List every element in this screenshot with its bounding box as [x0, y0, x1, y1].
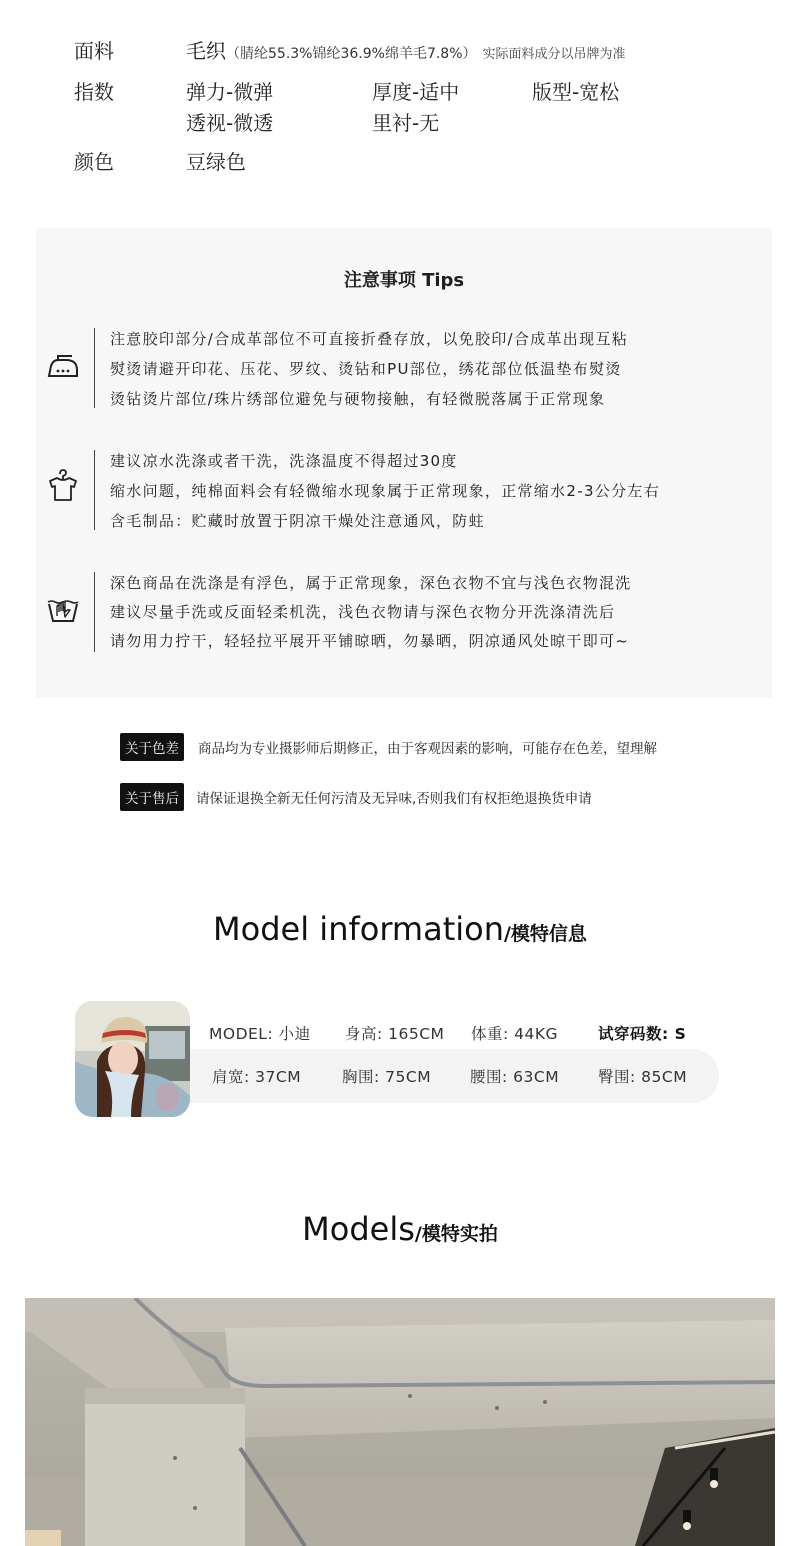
fabric-label: 面料 — [74, 39, 114, 63]
tip-line: 注意胶印部分/合成革部位不可直接折叠存放，以免胶印/合成革出现互粘 — [110, 330, 629, 348]
index-transparency: 透视-微透 — [186, 111, 274, 135]
model-shoulder: 肩宽: 37CM — [212, 1068, 302, 1086]
fabric-value: 毛织 — [186, 39, 226, 63]
index-elasticity: 弹力-微弹 — [186, 80, 274, 104]
model-try-size: 试穿码数: S — [598, 1025, 687, 1043]
fabric-note: 实际面料成分以吊牌为准 — [482, 47, 626, 62]
tip-divider — [94, 450, 95, 530]
tip-line: 请勿用力拧干，轻轻拉平展开平铺晾晒，勿暴晒，阴凉通风处晾干即可~ — [110, 632, 630, 650]
color-value: 豆绿色 — [186, 150, 246, 174]
shirt-hanger-icon — [46, 468, 80, 502]
model-info-title: Model information — [213, 910, 504, 948]
tip-divider — [94, 572, 95, 652]
model-info-heading — [0, 910, 800, 948]
index-fit: 版型-宽松 — [532, 80, 620, 104]
care-tips-panel — [36, 228, 772, 698]
model-avatar — [75, 1001, 190, 1117]
hand-wash-icon — [46, 590, 80, 624]
tip-line: 烫钻烫片部位/珠片绣部位避免与硬物接触，有轻微脱落属于正常现象 — [110, 390, 606, 408]
model-photo — [25, 1298, 775, 1546]
model-hip: 臀围: 85CM — [598, 1068, 688, 1086]
after-sales-text: 请保证退换全新无任何污清及无异味,否则我们有权拒绝退换货申请 — [196, 791, 592, 807]
tip-line: 含毛制品：贮藏时放置于阴凉干燥处注意通风，防蛀 — [110, 512, 485, 530]
index-label: 指数 — [74, 80, 114, 104]
model-weight: 体重: 44KG — [471, 1025, 559, 1043]
tip-line: 深色商品在洗涤是有浮色，属于正常现象，深色衣物不宜与浅色衣物混洗 — [110, 574, 632, 592]
models-title: Models — [302, 1210, 415, 1248]
color-difference-badge: 关于色差 — [120, 733, 184, 761]
tip-line: 熨烫请避开印花、压花、罗纹、烫钻和PU部位，绣花部位低温垫布熨烫 — [110, 360, 622, 378]
models-heading — [0, 1210, 800, 1248]
model-name: MODEL: 小迪 — [209, 1025, 311, 1043]
model-waist: 腰围: 63CM — [470, 1068, 560, 1086]
model-height: 身高: 165CM — [345, 1025, 445, 1043]
tip-line: 缩水问题，纯棉面料会有轻微缩水现象属于正常现象，正常缩水2-3公分左右 — [110, 482, 661, 500]
tip-divider — [94, 328, 95, 408]
iron-icon — [46, 350, 80, 384]
color-label: 颜色 — [74, 150, 114, 174]
after-sales-badge: 关于售后 — [120, 783, 184, 811]
index-thickness: 厚度-适中 — [372, 80, 460, 104]
model-chest: 胸围: 75CM — [342, 1068, 432, 1086]
models-subtitle: /模特实拍 — [414, 1223, 498, 1245]
fabric-row — [186, 35, 626, 64]
model-info-subtitle: /模特信息 — [503, 923, 587, 945]
tip-line: 建议尽量手洗或反面轻柔机洗，浅色衣物请与深色衣物分开洗涤清洗后 — [110, 603, 616, 621]
fabric-detail: （腈纶55.3%锦纶36.9%绵羊毛7.8%） — [226, 46, 477, 62]
tip-line: 建议凉水洗涤或者干洗，洗涤温度不得超过30度 — [110, 452, 458, 470]
color-difference-text: 商品均为专业摄影师后期修正，由于客观因素的影响，可能存在色差，望理解 — [198, 741, 657, 757]
index-lining: 里衬-无 — [372, 111, 440, 135]
tips-title: 注意事项 Tips — [343, 270, 465, 291]
